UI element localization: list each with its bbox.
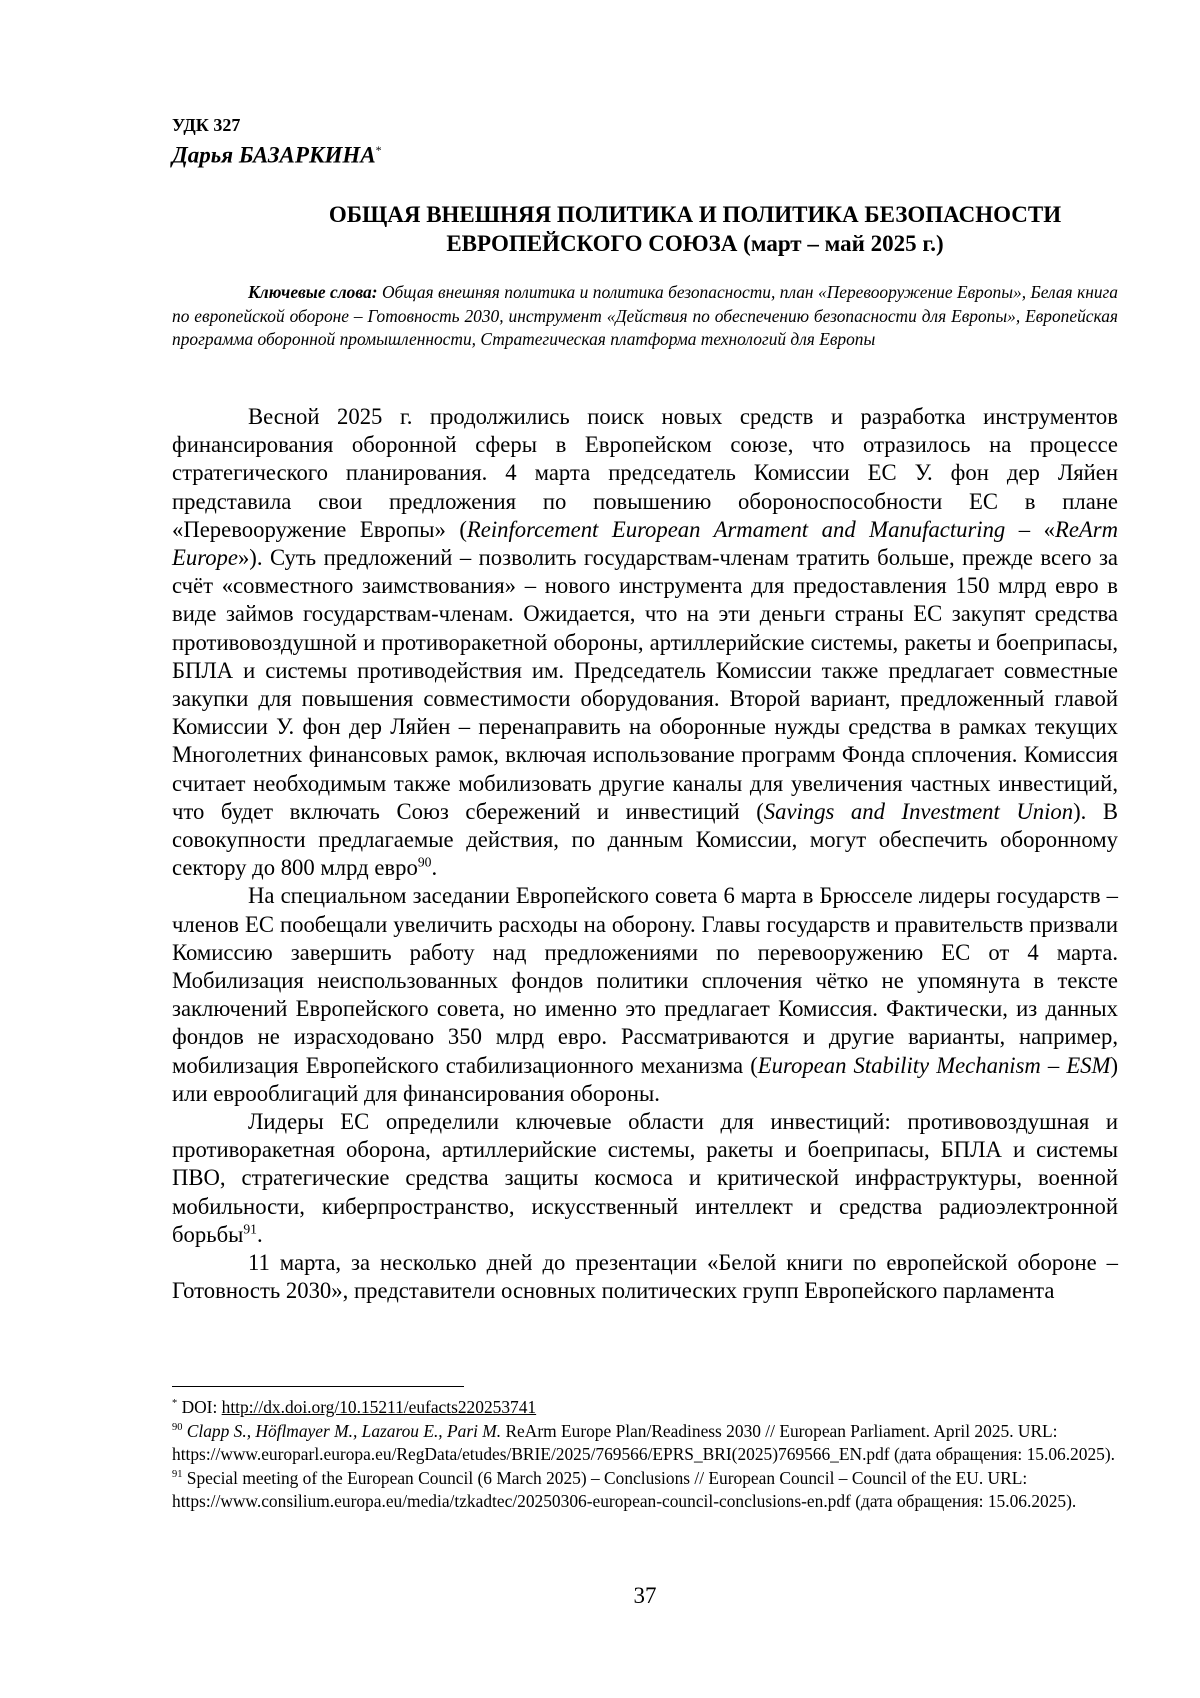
footnote-mark-90: 90 [172, 1421, 183, 1433]
doi-link[interactable]: http://dx.doi.org/10.15211/eufacts220253741 [221, 1397, 537, 1417]
p1-italic-c: Savings and Investment Union [763, 798, 1074, 824]
author-name [172, 136, 382, 170]
page-number: 37 [633, 1583, 657, 1608]
footnote-ref-90[interactable]: 90 [417, 854, 432, 870]
footnote-91 [172, 1467, 1118, 1514]
footnote-90 [172, 1420, 1118, 1467]
title-line-1: ОБЩАЯ ВНЕШНЯЯ ПОЛИТИКА И ПОЛИТИКА БЕЗОПАСНОСТИ [328, 202, 1062, 227]
footnote-90-authors: Clapp S., Höflmayer M., Lazarou E., Pari M. [182, 1420, 502, 1441]
keywords-text: Общая внешняя политика и политика безопасности, план «Перевооружение Европы», Белая книга по европейской обороне – Готовность 2030, инструмент «Действия по обеспечению безопасности для Европы», Европейская программа оборонной промышленности, Стратегическая платформа технологий для Европы [172, 282, 1119, 350]
footnote-doi-label: DOI: [177, 1397, 222, 1417]
footnote-doi [172, 1396, 1118, 1420]
paragraph-2 [172, 882, 1118, 1108]
title-line-2: ЕВРОПЕЙСКОГО СОЮЗА (март – май 2025 г.) [446, 231, 944, 256]
p1-italic-b: ReArm Europe [172, 516, 1118, 571]
author-footnote-mark: * [375, 143, 382, 157]
p1-text-c: »). Суть предложений – позволить государствам-членам тратить больше, прежде всего за счёт «совместного заимствования» – нового инструмента для предоставления 150 млрд евро в виде займов государствам-членам. Ожидается, что на эти деньги страны ЕС закупят средства противовоздушной и противоракетной обороны, артиллерийские системы, ракеты и боеприпасы, БПЛА и системы противодействия им. Председатель Комиссии также предлагает совместные закупки для повышения совместимости оборудования. Второй вариант, предложенный главой Комиссии У. фон дер Ляйен – перенаправить на оборонные нужды средства в рамках текущих Многолетних финансовых рамок, включая использование программ Фонда сплочения. Комиссия считает необходимым также мобилизовать другие каналы для увеличения частных инвестиций, что будет включать Союз сбережений и инвестиций ( [172, 545, 1118, 824]
p2-italic: European Stability Mechanism – ESM [757, 1052, 1111, 1078]
footnote-mark-91: 91 [172, 1468, 183, 1480]
p1-text-a: Весной 2025 г. продолжились поиск новых средств и разработка инструментов финансирования оборонной сферы в Европейском союзе, что отразилось на процессе стратегического планирования. 4 марта председатель Комиссии ЕС У. фон дер Ляйен представила свои предложения по повышению обороноспособности ЕС в плане «Перевооружение Европы» ( [172, 404, 1118, 542]
p3-text-a: Лидеры ЕС определили ключевые области для инвестиций: противовоздушная и противоракетная оборона, артиллерийские системы, ракеты и боеприпасы, БПЛА и системы ПВО, стратегические средства защиты космоса и критической инфраструктуры, военной мобильности, киберпространство, искусственный интеллект и средства радиоэлектронной борьбы [172, 1109, 1118, 1247]
footnote-ref-91[interactable]: 91 [243, 1221, 257, 1237]
udk-code: УДК 327 [172, 115, 241, 135]
p1-text-d: ). В совокупности предлагаемые действия, по данным Комиссии, могут обеспечить оборонному сектору до 800 млрд евро [172, 798, 1119, 881]
p2-text-a: На специальном заседании Европейского совета 6 марта в Брюсселе лидеры государств – членов ЕС пообещали увеличить расходы на оборону. Главы государств и правительств призвали Комиссию завершить работу над предложениями по перевооружению ЕС от 4 марта. Мобилизация неиспользованных фондов политики сплочения чётко не упомянута в тексте заключений Европейского совета, но именно это предлагает Комиссия. Фактически, из данных фондов не израсходовано 350 млрд евро. Рассматриваются и другие варианты, например, мобилизация Европейского стабилизационного механизма ( [172, 883, 1118, 1078]
footnotes [172, 1396, 1118, 1514]
footnote-mark-star: * [172, 1398, 178, 1410]
article-title [172, 200, 1118, 258]
paragraph-1 [172, 403, 1118, 882]
p2-text-b: ) или еврооблигаций для финансирования обороны. [172, 1052, 1118, 1106]
author-name-text: Дарья БАЗАРКИНА [172, 142, 376, 168]
footnote-divider [172, 1386, 464, 1387]
p3-text-end: . [256, 1221, 263, 1247]
paragraph-3 [172, 1108, 1118, 1249]
p1-text-end: . [431, 855, 438, 881]
keywords-block [172, 281, 1118, 352]
article-body [172, 403, 1118, 1306]
footnote-90-text: ReArm Europe Plan/Readiness 2030 // European Parliament. April 2025. URL: https://www.europarl.europa.eu/RegData/etudes/BRIE/2025/769566/EPRS_BRI(2025)769566_EN.pdf (дата обращения: 15.06.2025). [172, 1420, 1115, 1465]
keywords-label: Ключевые слова: [248, 282, 378, 302]
footnote-91-text: Special meeting of the European Council (6 March 2025) – Conclusions // European Council – Council of the EU. URL: https://www.consilium.europa.eu/media/tzkadtec/20250306-european-council-conclusions-en.pdf (дата обращения: 15.06.2025). [172, 1467, 1077, 1512]
p1-italic-a: Reinforcement European Armament and Manufacturing [466, 516, 1006, 542]
paragraph-4: 11 марта, за несколько дней до презентации «Белой книги по европейской обороне – Готовность 2030», представители основных политических групп Европейского парламента [172, 1250, 1118, 1304]
p1-text-b: – « [1005, 516, 1055, 542]
